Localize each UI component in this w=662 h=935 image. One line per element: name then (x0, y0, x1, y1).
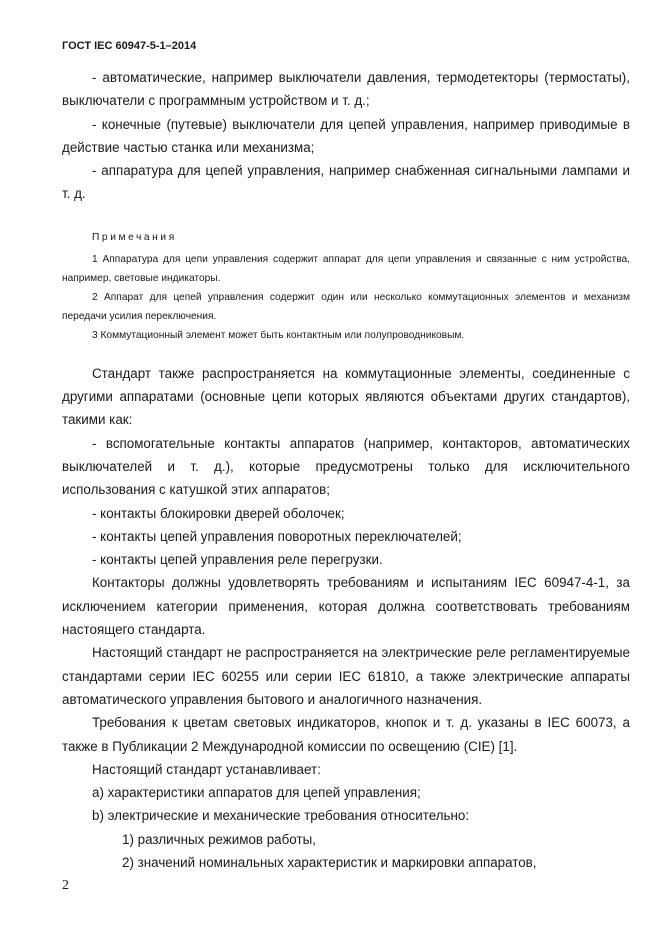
paragraph: - вспомогательные контакты аппаратов (например, контакторов, автоматических выключателей и т. д.), которые предусмотрены только для исключительного использования с катушкой этих аппаратов; (62, 435, 630, 498)
paragraph: Требования к цветам световых индикаторов, кнопок и т. д. указаны в IEC 60073, а также в Публикации 2 Международной комиссии по освещению (CIE) [1]. (62, 715, 630, 754)
sub-list-item: 2) значений номинальных характеристик и маркировки аппаратов, (122, 855, 537, 871)
paragraph: - автоматические, например выключатели давления, термодетекторы (термостаты), выключатели с программным устройством и т. д.; (62, 70, 630, 109)
paragraph: Стандарт также распространяется на коммутационные элементы, соединенные с другими аппаратами (основные цепи которых являются объектами других стандартов), такими как: (62, 365, 630, 428)
notes-block (62, 229, 630, 345)
notes-title: Примечания (92, 231, 177, 243)
paragraph: - конечные (путевые) выключатели для цепей управления, например приводимые в действие частью станка или механизма; (62, 116, 630, 155)
paragraph: b) электрические и механические требования относительно: (92, 808, 470, 824)
paragraph: - контакты блокировки дверей оболочек; (92, 505, 345, 521)
paragraph: - контакты цепей управления реле перегрузки. (92, 552, 383, 568)
paragraph: - контакты цепей управления поворотных переключателей; (92, 528, 462, 544)
paragraph: - аппаратура для цепей управления, например снабженная сигнальными лампами и т. д. (62, 163, 630, 202)
paragraph: а) характеристики аппаратов для цепей управления; (92, 785, 421, 801)
paragraph: Настоящий стандарт устанавливает: (92, 761, 321, 777)
note-item: 2 Аппарат для цепей управления содержит один или несколько коммутационных элементов и механизм передачи усилия переключения. (62, 291, 630, 322)
note-item: 1 Аппаратура для цепи управления содержит аппарат для цепи управления и связанные с ним устройства, например, световые индикаторы. (62, 253, 630, 284)
note-item: 3 Коммутационный элемент может быть контактным или полупроводниковым. (92, 329, 465, 341)
page-content (62, 66, 630, 874)
page-number: 2 (62, 878, 69, 893)
paragraph: Контакторы должны удовлетворять требованиям и испытаниям IEC 60947-4-1, за исключением категории применения, которая должна соответствовать требованиям настоящего стандарта. (62, 575, 630, 638)
document-header: ГОСТ IEC 60947-5-1–2014 (62, 40, 197, 52)
paragraph: Настоящий стандарт не распространяется на электрические реле регламентируемые стандартами серии IEC 60255 или серии IEC 61810, а также электрические аппараты автоматического управления бытового и аналогичного назначения. (62, 645, 630, 707)
sub-list-item: 1) различных режимов работы, (122, 831, 316, 847)
